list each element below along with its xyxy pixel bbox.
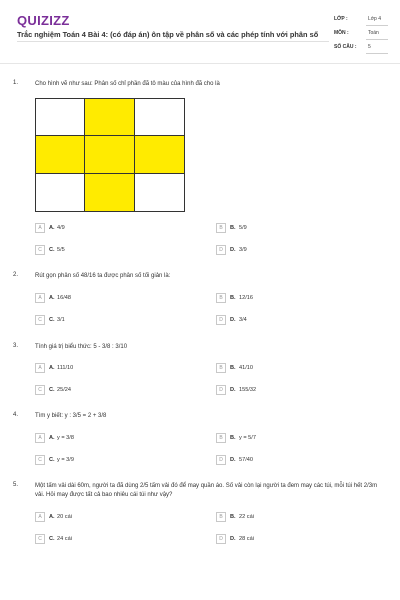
option-value: y = 3/8 — [57, 435, 74, 441]
option-letter-box[interactable]: B — [216, 433, 226, 443]
option-label: D. — [230, 387, 236, 393]
option-label: C. — [49, 536, 55, 542]
option-value: 5/5 — [57, 247, 65, 253]
option-label: C. — [49, 457, 55, 463]
info-underline — [366, 39, 388, 40]
option-label: B. — [230, 225, 236, 231]
shaded-figure — [35, 98, 185, 212]
option-letter-box[interactable]: D — [216, 534, 226, 544]
option-value: 12/16 — [239, 295, 253, 301]
option-label: D. — [230, 536, 236, 542]
option-letter-box[interactable]: D — [216, 385, 226, 395]
option-label: B. — [230, 435, 236, 441]
option-label: B. — [230, 365, 236, 371]
option-label: C. — [49, 247, 55, 253]
option-letter-box[interactable]: A — [35, 433, 45, 443]
info-value: 5 — [368, 44, 371, 50]
option-value: 4/9 — [57, 225, 65, 231]
worksheet-info — [330, 12, 388, 56]
option-label: B. — [230, 295, 236, 301]
shaded-cell — [85, 136, 134, 173]
option-value: y = 3/9 — [57, 457, 74, 463]
question-text: Cho hình vẽ như sau: Phân số chỉ phần đã tô màu của hình đã cho là — [35, 81, 220, 87]
question-number: 2. — [13, 272, 19, 278]
option-value: 24 cái — [57, 536, 72, 542]
option-label: A. — [49, 435, 55, 441]
question-number: 1. — [13, 80, 19, 86]
header-separator — [0, 63, 400, 64]
quizizz-logo: QUIZIZZ — [17, 13, 70, 28]
question-number: 3. — [13, 343, 19, 349]
option-label: D. — [230, 457, 236, 463]
option-letter-box[interactable]: B — [216, 363, 226, 373]
blank-cell — [36, 99, 85, 136]
shaded-cell — [85, 99, 134, 136]
option-letter-box[interactable]: C — [35, 315, 45, 325]
question-text: Một tấm vải dài 60m, người ta đã dùng 2/5 tấm vải đó để may quần áo. Số vải còn lại người ta đem may các túi, mỗi túi hết 2/3m vải. Hỏi may được tất cả bao nhiêu cái túi như vậy? — [35, 483, 378, 498]
option-letter-box[interactable]: A — [35, 363, 45, 373]
shaded-cell — [135, 136, 184, 173]
option-label: A. — [49, 365, 55, 371]
option-letter-box[interactable]: C — [35, 385, 45, 395]
blank-cell — [135, 99, 184, 136]
question-text: Rút gọn phân số 48/16 ta được phân số tối giản là: — [35, 273, 171, 279]
title-underline — [17, 41, 329, 42]
option-label: D. — [230, 317, 236, 323]
option-letter-box[interactable]: C — [35, 245, 45, 255]
option-letter-box[interactable]: D — [216, 245, 226, 255]
option-value: y = 5/7 — [239, 435, 256, 441]
option-label: A. — [49, 225, 55, 231]
option-label: B. — [230, 514, 236, 520]
option-letter-box[interactable]: B — [216, 223, 226, 233]
question-text: Tính giá trị biểu thức: 5 - 3/8 : 3/10 — [35, 344, 128, 350]
option-label: C. — [49, 387, 55, 393]
info-row-count — [330, 42, 388, 53]
question-text: Tìm y biết: y : 3/5 = 2 + 3/8 — [35, 413, 107, 419]
option-value: 3/4 — [239, 317, 247, 323]
option-label: C. — [49, 317, 55, 323]
option-letter-box[interactable]: A — [35, 512, 45, 522]
info-value: Toán — [368, 30, 379, 36]
option-value: 28 cái — [239, 536, 254, 542]
option-letter-box[interactable]: D — [216, 315, 226, 325]
option-letter-box[interactable]: B — [216, 293, 226, 303]
option-value: 25/24 — [57, 387, 71, 393]
info-row-class — [330, 14, 388, 25]
option-value: 3/9 — [239, 247, 247, 253]
option-letter-box[interactable]: B — [216, 512, 226, 522]
info-key: MÔN : — [334, 30, 349, 36]
info-value: Lớp 4 — [368, 16, 382, 22]
option-value: 57/40 — [239, 457, 253, 463]
option-label: D. — [230, 247, 236, 253]
info-underline — [366, 53, 388, 54]
shaded-cell — [36, 136, 85, 173]
option-value: 22 cái — [239, 514, 254, 520]
option-letter-box[interactable]: A — [35, 293, 45, 303]
option-letter-box[interactable]: D — [216, 455, 226, 465]
option-value: 16/48 — [57, 295, 71, 301]
option-letter-box[interactable]: C — [35, 534, 45, 544]
info-key: SỐ CÂU : — [334, 44, 357, 50]
info-underline — [366, 25, 388, 26]
option-letter-box[interactable]: A — [35, 223, 45, 233]
shaded-cell — [85, 174, 134, 211]
worksheet-title: Trắc nghiệm Toán 4 Bài 4: (có đáp án) ôn tập về phân số và các phép tính với phân số — [17, 30, 319, 39]
option-label: A. — [49, 514, 55, 520]
blank-cell — [135, 174, 184, 211]
option-value: 41/10 — [239, 365, 253, 371]
question-number: 5. — [13, 482, 19, 488]
option-value: 111/10 — [57, 365, 74, 371]
info-key: LỚP : — [334, 16, 348, 22]
option-label: A. — [49, 295, 55, 301]
blank-cell — [36, 174, 85, 211]
option-value: 5/9 — [239, 225, 247, 231]
info-row-subject — [330, 28, 388, 39]
option-value: 20 cái — [57, 514, 72, 520]
question-number: 4. — [13, 412, 19, 418]
option-value: 3/1 — [57, 317, 65, 323]
option-letter-box[interactable]: C — [35, 455, 45, 465]
option-value: 155/32 — [239, 387, 257, 393]
